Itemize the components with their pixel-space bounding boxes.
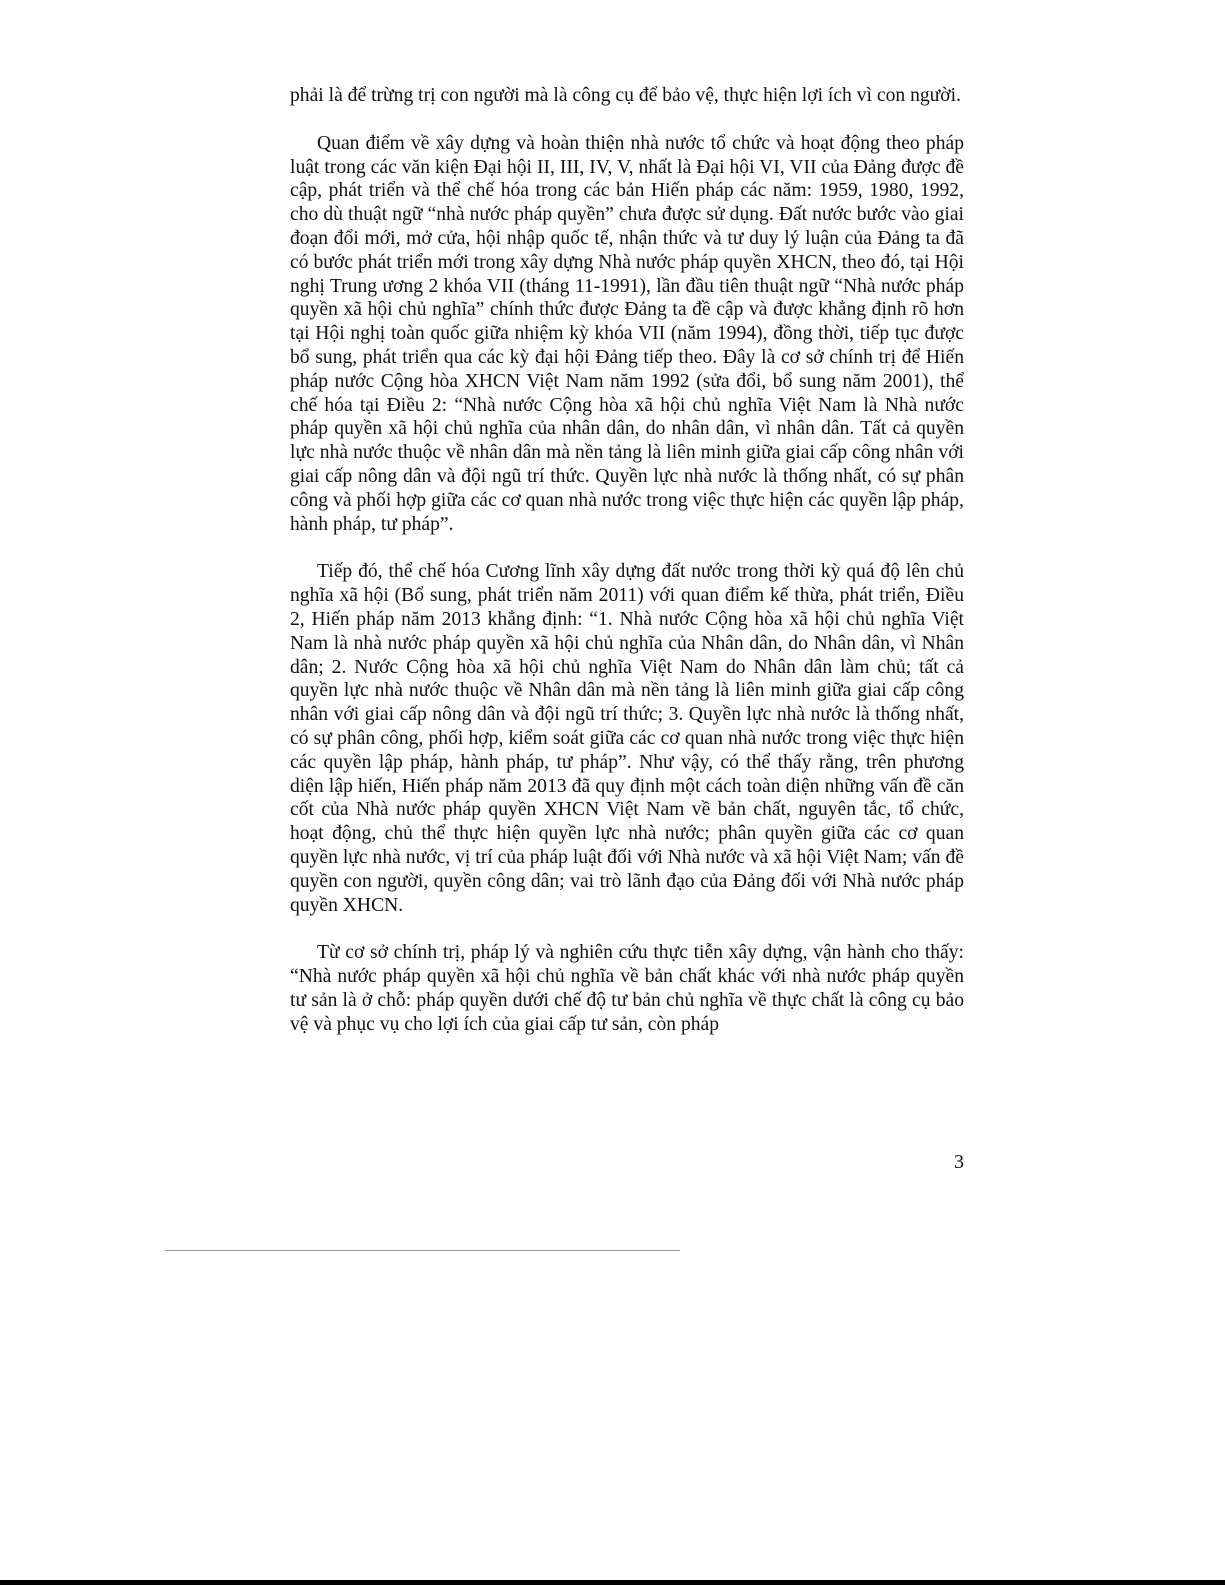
body-text xyxy=(290,84,964,1060)
paragraph-2: Quan điểm về xây dựng và hoàn thiện nhà nước tổ chức và hoạt động theo pháp luật trong các văn kiện Đại hội II, III, IV, V, nhất là Đại hội VI, VII của Đảng được đề cập, phát triển và thể chế hóa trong các bản Hiến pháp các năm: 1959, 1980, 1992, cho dù thuật ngữ “nhà nước pháp quyền” chưa được sử dụng. Đất nước bước vào giai đoạn đổi mới, mở cửa, hội nhập quốc tế, nhận thức và tư duy lý luận của Đảng ta đã có bước phát triển mới trong xây dựng Nhà nước pháp quyền XHCN, theo đó, tại Hội nghị Trung ương 2 khóa VII (tháng 11-1991), lần đầu tiên thuật ngữ “Nhà nước pháp quyền xã hội chủ nghĩa” chính thức được Đảng ta đề cập và được khẳng định rõ hơn tại Hội nghị toàn quốc giữa nhiệm kỳ khóa VII (năm 1994), đồng thời, tiếp tục được bổ sung, phát triển qua các kỳ đại hội Đảng tiếp theo. Đây là cơ sở chính trị để Hiến pháp nước Cộng hòa XHCN Việt Nam năm 1992 (sửa đổi, bổ sung năm 2001), thể chế hóa tại Điều 2: “Nhà nước Cộng hòa xã hội chủ nghĩa Việt Nam là Nhà nước pháp quyền xã hội chủ nghĩa của nhân dân, do nhân dân, vì nhân dân. Tất cả quyền lực nhà nước thuộc về nhân dân mà nền tảng là liên minh giữa giai cấp công nhân với giai cấp nông dân và đội ngũ trí thức. Quyền lực nhà nước là thống nhất, có sự phân công và phối hợp giữa các cơ quan nhà nước trong việc thực hiện các quyền lập pháp, hành pháp, tư pháp”. xyxy=(290,132,964,535)
footer-divider xyxy=(165,1250,680,1251)
paragraph-3: Tiếp đó, thể chế hóa Cương lĩnh xây dựng đất nước trong thời kỳ quá độ lên chủ nghĩa xã hội (Bổ sung, phát triển năm 2011) với quan điểm kế thừa, phát triển, Điều 2, Hiến pháp năm 2013 khẳng định: “1. Nhà nước Cộng hòa xã hội chủ nghĩa Việt Nam là nhà nước pháp quyền xã hội chủ nghĩa của Nhân dân, do Nhân dân, vì Nhân dân; 2. Nước Cộng hòa xã hội chủ nghĩa Việt Nam do Nhân dân làm chủ; tất cả quyền lực nhà nước thuộc về Nhân dân mà nền tảng là liên minh giữa giai cấp công nhân với giai cấp nông dân và đội ngũ trí thức; 3. Quyền lực nhà nước là thống nhất, có sự phân công, phối hợp, kiểm soát giữa các cơ quan nhà nước trong việc thực hiện các quyền lập pháp, hành pháp, tư pháp”. Như vậy, có thể thấy rằng, trên phương diện lập hiến, Hiến pháp năm 2013 đã quy định một cách toàn diện những vấn đề căn cốt của Nhà nước pháp quyền XHCN Việt Nam về bản chất, nguyên tắc, tổ chức, hoạt động, chủ thể thực hiện quyền lực nhà nước; phân quyền giữa các cơ quan quyền lực nhà nước, vị trí của pháp luật đối với Nhà nước và xã hội Việt Nam; vấn đề quyền con người, quyền công dân; vai trò lãnh đạo của Đảng đối với Nhà nước pháp quyền XHCN. xyxy=(290,561,964,916)
page-number: 3 xyxy=(954,1151,964,1173)
page-bottom-edge xyxy=(0,1580,1225,1585)
paragraph-1: phải là để trừng trị con người mà là công cụ để bảo vệ, thực hiện lợi ích vì con người. xyxy=(290,85,961,106)
paragraph-4: Từ cơ sở chính trị, pháp lý và nghiên cứu thực tiễn xây dựng, vận hành cho thấy: “Nhà nước pháp quyền xã hội chủ nghĩa về bản chất khác với nhà nước pháp quyền tư sản là ở chỗ: pháp quyền dưới chế độ tư bản chủ nghĩa về thực chất là công cụ bảo vệ và phục vụ cho lợi ích của giai cấp tư sản, còn pháp xyxy=(290,942,964,1035)
